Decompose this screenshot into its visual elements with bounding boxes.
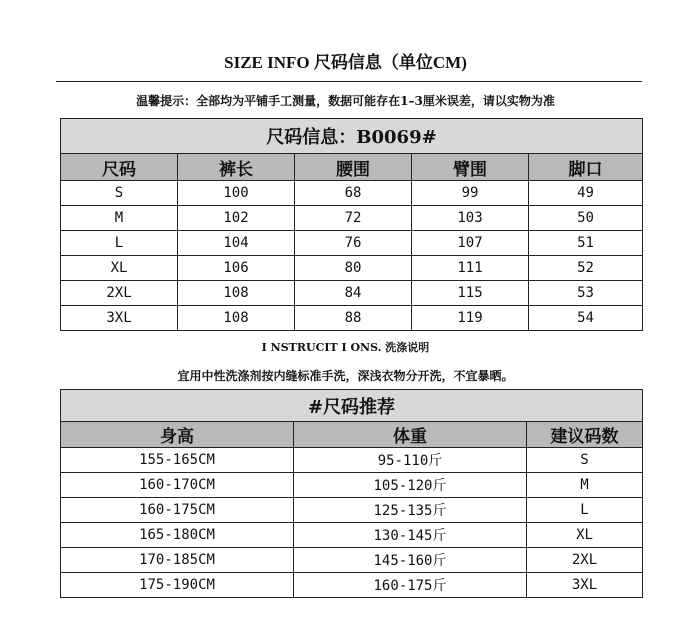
table-cell: 3XL: [527, 573, 643, 598]
table-cell: 100: [178, 181, 295, 206]
page-title: SIZE INFO 尺码信息（单位CM): [224, 53, 467, 72]
table-row: [61, 206, 643, 231]
table-cell: S: [527, 448, 643, 473]
table-row: [61, 231, 643, 256]
table-cell: 170-185CM: [61, 548, 294, 573]
recommend-table-header-row: [61, 422, 643, 448]
table-cell: 145-160斤: [294, 548, 527, 573]
table-cell: 2XL: [527, 548, 643, 573]
table-cell: S: [61, 181, 178, 206]
table-cell: 2XL: [61, 281, 178, 306]
instructions-heading: I NSTRUCIT I ONS. 洗涤说明: [261, 341, 430, 354]
table-cell: 84: [295, 281, 412, 306]
table-cell: 51: [529, 231, 643, 256]
table-cell: 104: [178, 231, 295, 256]
table-cell: 88: [295, 306, 412, 331]
column-header-weight: 体重: [294, 422, 527, 448]
column-header-suggested-size: 建议码数: [527, 422, 643, 448]
size-table-header-row: [61, 154, 643, 181]
table-cell: 80: [295, 256, 412, 281]
column-header-hip: 臂围: [412, 154, 529, 181]
table-cell: 108: [178, 306, 295, 331]
column-header-height: 身高: [61, 422, 294, 448]
table-cell: 160-170CM: [61, 473, 294, 498]
table-row: [61, 548, 643, 573]
table-cell: 102: [178, 206, 295, 231]
table-cell: 130-145斤: [294, 523, 527, 548]
table-row: [61, 448, 643, 473]
table-cell: 105-120斤: [294, 473, 527, 498]
table-cell: 3XL: [61, 306, 178, 331]
column-header-pants-length: 裤长: [178, 154, 295, 181]
size-info-table: [60, 118, 643, 331]
table-cell: 52: [529, 256, 643, 281]
column-header-hem: 脚口: [529, 154, 643, 181]
table-row: [61, 498, 643, 523]
table-cell: 175-190CM: [61, 573, 294, 598]
table-cell: 76: [295, 231, 412, 256]
table-cell: 53: [529, 281, 643, 306]
table-cell: M: [527, 473, 643, 498]
table-cell: 68: [295, 181, 412, 206]
table-cell: XL: [527, 523, 643, 548]
table-cell: 108: [178, 281, 295, 306]
recommend-table-caption: #尺码推荐: [61, 390, 643, 422]
table-cell: XL: [61, 256, 178, 281]
recommend-table-caption-row: [61, 390, 643, 422]
table-cell: 49: [529, 181, 643, 206]
column-header-waist: 腰围: [295, 154, 412, 181]
table-cell: 155-165CM: [61, 448, 294, 473]
size-table-caption-row: [61, 119, 643, 154]
table-cell: 99: [412, 181, 529, 206]
table-row: [61, 256, 643, 281]
table-cell: 160-175斤: [294, 573, 527, 598]
column-header-size: 尺码: [61, 154, 178, 181]
table-cell: M: [61, 206, 178, 231]
table-cell: 107: [412, 231, 529, 256]
table-cell: 95-110斤: [294, 448, 527, 473]
table-cell: 103: [412, 206, 529, 231]
table-cell: L: [527, 498, 643, 523]
table-row: [61, 473, 643, 498]
washing-instructions: 宜用中性洗涤剂按内缝标准手洗，深浅衣物分开洗，不宜暴晒。: [177, 369, 514, 383]
table-row: [61, 573, 643, 598]
table-row: [61, 523, 643, 548]
table-cell: 125-135斤: [294, 498, 527, 523]
table-row: [61, 306, 643, 331]
table-cell: 119: [412, 306, 529, 331]
table-cell: 165-180CM: [61, 523, 294, 548]
table-cell: 54: [529, 306, 643, 331]
size-table-caption: 尺码信息：B0069#: [61, 119, 643, 154]
measurement-note: 温馨提示：全部均为平铺手工测量，数据可能存在1–3厘米误差，请以实物为准: [136, 94, 555, 108]
size-recommendation-table: [60, 389, 643, 598]
table-cell: 50: [529, 206, 643, 231]
table-row: [61, 181, 643, 206]
table-cell: 115: [412, 281, 529, 306]
table-cell: 111: [412, 256, 529, 281]
table-cell: 72: [295, 206, 412, 231]
table-cell: 160-175CM: [61, 498, 294, 523]
table-cell: L: [61, 231, 178, 256]
title-divider: [56, 81, 642, 82]
table-row: [61, 281, 643, 306]
table-cell: 106: [178, 256, 295, 281]
